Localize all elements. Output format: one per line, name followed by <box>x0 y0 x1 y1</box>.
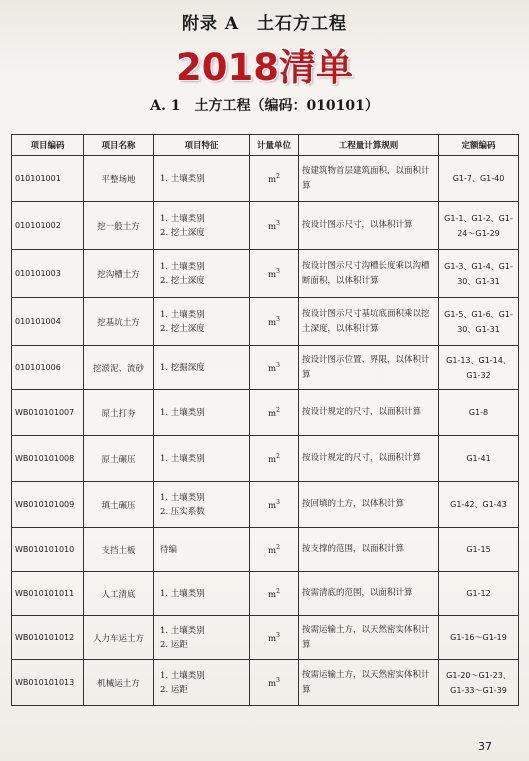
cell-name: 支挡土板 <box>84 528 154 572</box>
feature-line: 1. 土壤类别 <box>160 407 205 418</box>
cell-unit <box>250 528 299 572</box>
table-row <box>12 346 519 390</box>
unit-base: m <box>268 545 277 556</box>
cell-name: 挖沟槽土方 <box>84 250 154 298</box>
unit-exponent: 3 <box>276 267 280 275</box>
cell-quota: G1-12 <box>439 572 519 616</box>
cell-rule: 按设计图示位置、界限，以体积计算 <box>299 346 439 390</box>
table-row <box>12 572 519 616</box>
cell-quota: G1-42、G1-43 <box>439 482 519 528</box>
unit-base: m <box>268 363 277 374</box>
cell-features <box>154 572 250 616</box>
section-title: A. 1 土方工程（编码：010101） <box>150 98 379 114</box>
cell-code: WB010101008 <box>12 436 84 482</box>
cell-quota: G1-16～G1-19 <box>439 616 519 660</box>
cell-features <box>154 660 250 706</box>
cell-features <box>154 528 250 572</box>
cell-features <box>154 250 250 298</box>
cell-name: 填土碾压 <box>84 482 154 528</box>
cell-rule: 按需运输土方，以天然密实体积计算 <box>299 660 439 706</box>
cell-unit <box>250 390 299 436</box>
cell-rule: 按设计规定的尺寸，以面积计算 <box>299 390 439 436</box>
table-row <box>12 156 519 202</box>
cell-name: 挖基坑土方 <box>84 298 154 346</box>
cell-rule: 按回填的土方，以体积计算 <box>299 482 439 528</box>
cell-name: 机械运土方 <box>84 660 154 706</box>
cell-quota: G1-41 <box>439 436 519 482</box>
cell-code: WB010101012 <box>12 616 84 660</box>
table-row <box>12 528 519 572</box>
unit-base: m <box>268 269 277 280</box>
cell-code: WB010101010 <box>12 528 84 572</box>
cell-code: WB010101009 <box>12 482 84 528</box>
table-row <box>12 660 519 706</box>
unit-base: m <box>268 589 277 600</box>
header-unit: 计量单位 <box>250 135 299 156</box>
cell-features <box>154 390 250 436</box>
unit-exponent: 3 <box>276 361 280 369</box>
feature-line: 1. 土壤类别 <box>160 261 205 272</box>
cell-features <box>154 482 250 528</box>
cell-code: 010101003 <box>12 250 84 298</box>
unit-exponent: 2 <box>276 587 280 595</box>
cell-unit <box>250 572 299 616</box>
cell-rule: 按设计图示尺寸，以体积计算 <box>299 202 439 250</box>
cell-code: WB010101011 <box>12 572 84 616</box>
cell-unit <box>250 156 299 202</box>
feature-line: 1. 挖掘深度 <box>160 362 205 373</box>
cell-features <box>154 298 250 346</box>
table-row <box>12 616 519 660</box>
unit-base: m <box>268 633 277 644</box>
cell-features <box>154 616 250 660</box>
cell-quota: G1-5、G1-6、G1-30、G1-31 <box>439 298 519 346</box>
cell-unit <box>250 202 299 250</box>
cell-quota: G1-13、G1-14、G1-32 <box>439 346 519 390</box>
cell-unit <box>250 616 299 660</box>
cell-rule: 按设计规定的尺寸，以面积计算 <box>299 436 439 482</box>
cell-quota: G1-8 <box>439 390 519 436</box>
feature-line: 待编 <box>160 544 178 555</box>
cell-features <box>154 346 250 390</box>
unit-exponent: 3 <box>276 676 280 684</box>
feature-line: 2. 挖土深度 <box>160 323 205 334</box>
banner-title: 2018清单 <box>176 46 353 89</box>
earthwork-table <box>11 134 519 706</box>
cell-rule: 按需清底的范围，以面积计算 <box>299 572 439 616</box>
unit-base: m <box>268 500 277 511</box>
table-row <box>12 482 519 528</box>
feature-line: 1. 土壤类别 <box>160 309 205 320</box>
unit-exponent: 3 <box>276 315 280 323</box>
unit-base: m <box>268 174 277 185</box>
cell-quota: G1-3、G1-4、G1-30、G1-31 <box>439 250 519 298</box>
cell-rule: 按需运输土方，以天然密实体积计算 <box>299 616 439 660</box>
header-code: 项目编码 <box>12 135 84 156</box>
cell-code: 010101002 <box>12 202 84 250</box>
unit-base: m <box>268 678 277 689</box>
cell-unit <box>250 482 299 528</box>
feature-line: 2. 挖土深度 <box>160 227 205 238</box>
cell-quota: G1-1、G1-2、G1-24～G1-29 <box>439 202 519 250</box>
feature-line: 2. 压实系数 <box>160 506 205 517</box>
cell-unit <box>250 250 299 298</box>
feature-line: 1. 土壤类别 <box>160 588 205 599</box>
unit-exponent: 3 <box>276 631 280 639</box>
unit-base: m <box>268 221 277 232</box>
table-header-row <box>12 135 519 156</box>
cell-name: 原土打夯 <box>84 390 154 436</box>
cell-name: 平整场地 <box>84 156 154 202</box>
cell-code: 010101001 <box>12 156 84 202</box>
header-features: 项目特征 <box>154 135 250 156</box>
unit-exponent: 2 <box>276 172 280 180</box>
unit-base: m <box>268 408 277 419</box>
feature-line: 1. 土壤类别 <box>160 670 205 681</box>
cell-rule: 按设计图示尺寸基坑底面积乘以挖土深度，以体积计算 <box>299 298 439 346</box>
unit-exponent: 3 <box>276 498 280 506</box>
cell-name: 挖一般土方 <box>84 202 154 250</box>
unit-exponent: 2 <box>276 406 280 414</box>
header-rule: 工程量计算规则 <box>299 135 439 156</box>
feature-line: 1. 土壤类别 <box>160 492 205 503</box>
cell-features <box>154 436 250 482</box>
cell-code: WB010101007 <box>12 390 84 436</box>
unit-base: m <box>268 317 277 328</box>
unit-base: m <box>268 454 277 465</box>
cell-name: 人力车运土方 <box>84 616 154 660</box>
cell-unit <box>250 346 299 390</box>
table-row <box>12 390 519 436</box>
unit-exponent: 2 <box>276 543 280 551</box>
cell-code: WB010101013 <box>12 660 84 706</box>
table-row <box>12 250 519 298</box>
unit-exponent: 2 <box>276 452 280 460</box>
cell-rule: 按支撑的范围，以面积计算 <box>299 528 439 572</box>
feature-line: 1. 土壤类别 <box>160 453 205 464</box>
feature-line: 1. 土壤类别 <box>160 213 205 224</box>
page-number: 37 <box>478 740 492 753</box>
feature-line: 2. 运距 <box>160 639 188 650</box>
cell-features <box>154 156 250 202</box>
cell-code: 010101004 <box>12 298 84 346</box>
table-row <box>12 298 519 346</box>
feature-line: 1. 土壤类别 <box>160 625 205 636</box>
cell-unit <box>250 660 299 706</box>
feature-line: 2. 运距 <box>160 684 188 695</box>
table-row <box>12 436 519 482</box>
cell-quota: G1-15 <box>439 528 519 572</box>
header-quota: 定额编码 <box>439 135 519 156</box>
cell-name: 挖淤泥、流砂 <box>84 346 154 390</box>
cell-code: 010101006 <box>12 346 84 390</box>
header-name: 项目名称 <box>84 135 154 156</box>
cell-features <box>154 202 250 250</box>
unit-exponent: 3 <box>276 219 280 227</box>
feature-line: 1. 土壤类别 <box>160 173 205 184</box>
cell-name: 人工清底 <box>84 572 154 616</box>
cell-unit <box>250 298 299 346</box>
cell-name: 原土碾压 <box>84 436 154 482</box>
appendix-title: 附录 A 土石方工程 <box>181 14 348 34</box>
cell-quota: G1-20～G1-23、G1-33～G1-39 <box>439 660 519 706</box>
cell-quota: G1-7、G1-40 <box>439 156 519 202</box>
cell-rule: 按设计图示尺寸沟槽长度乘以沟槽断面积，以体积计算 <box>299 250 439 298</box>
feature-line: 2. 挖土深度 <box>160 275 205 286</box>
cell-unit <box>250 436 299 482</box>
table-row <box>12 202 519 250</box>
cell-rule: 按建筑物首层建筑面积，以面积计算 <box>299 156 439 202</box>
